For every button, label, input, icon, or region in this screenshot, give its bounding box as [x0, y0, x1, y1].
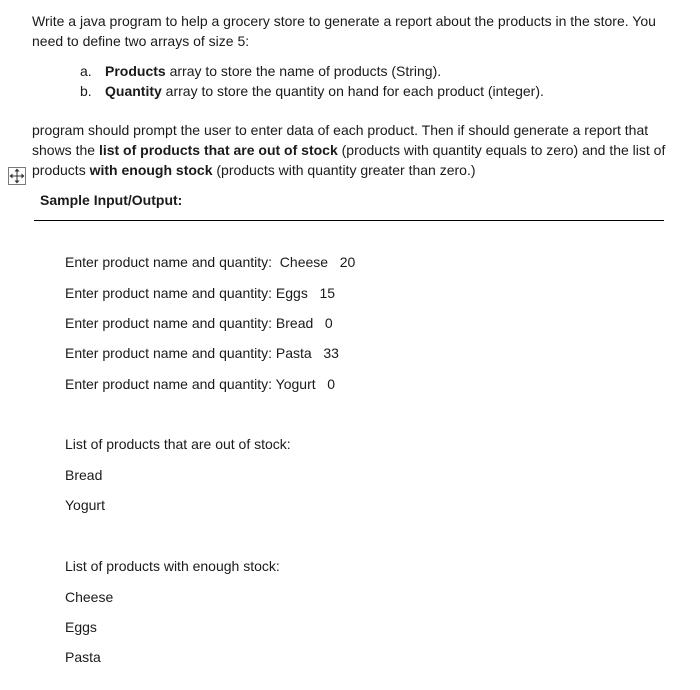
description-paragraph	[32, 120, 668, 180]
text-run: shows the	[32, 142, 99, 158]
bold-text-run: list of products that are out of stock	[98, 142, 338, 158]
input-line: Enter product name and quantity: Bread 0	[65, 315, 333, 331]
enough-stock-item: Cheese	[65, 589, 114, 605]
horizontal-rule	[34, 220, 664, 221]
bold-text-run: with enough stock	[89, 162, 213, 178]
out-of-stock-item: Yogurt	[65, 497, 105, 513]
array-name: Products	[105, 63, 166, 79]
text-run: (products with quantity greater than zero.)	[212, 162, 476, 178]
enough-stock-item: Eggs	[65, 619, 97, 635]
array-description: array to store the name of products (String).	[165, 63, 442, 79]
intro-paragraph	[32, 11, 668, 51]
intro-line-1: Write a java program to help a grocery store to generate a report about the products in the store. You	[32, 13, 656, 29]
move-arrows-icon[interactable]	[8, 167, 26, 185]
enough-stock-header: List of products with enough stock:	[65, 558, 280, 574]
intro-line-2: need to define two arrays of size 5:	[32, 33, 250, 49]
out-of-stock-item: Bread	[65, 467, 103, 483]
enough-stock-item: Pasta	[65, 649, 101, 665]
array-name: Quantity	[105, 83, 162, 99]
text-run: (products with quantity equals to zero) and the list of	[337, 142, 666, 158]
out-of-stock-header: List of products that are out of stock:	[65, 436, 291, 452]
input-line: Enter product name and quantity: Yogurt 0	[65, 376, 336, 392]
description-line-1: program should prompt the user to enter data of each product. Then if should generate a report that	[32, 122, 649, 138]
list-marker: b.	[80, 83, 92, 99]
array-description: array to store the quantity on hand for each product (integer).	[161, 83, 544, 99]
input-line: Enter product name and quantity: Cheese 20	[65, 254, 356, 270]
description-line-2	[32, 140, 668, 160]
list-item-products	[80, 61, 441, 81]
text-run: products	[32, 162, 90, 178]
list-marker: a.	[80, 63, 92, 79]
description-line-3	[32, 160, 668, 180]
input-line: Enter product name and quantity: Eggs 15	[65, 285, 336, 301]
sample-io-title: Sample Input/Output:	[40, 192, 183, 208]
list-item-quantity	[80, 81, 544, 101]
input-line: Enter product name and quantity: Pasta 33	[65, 345, 339, 361]
